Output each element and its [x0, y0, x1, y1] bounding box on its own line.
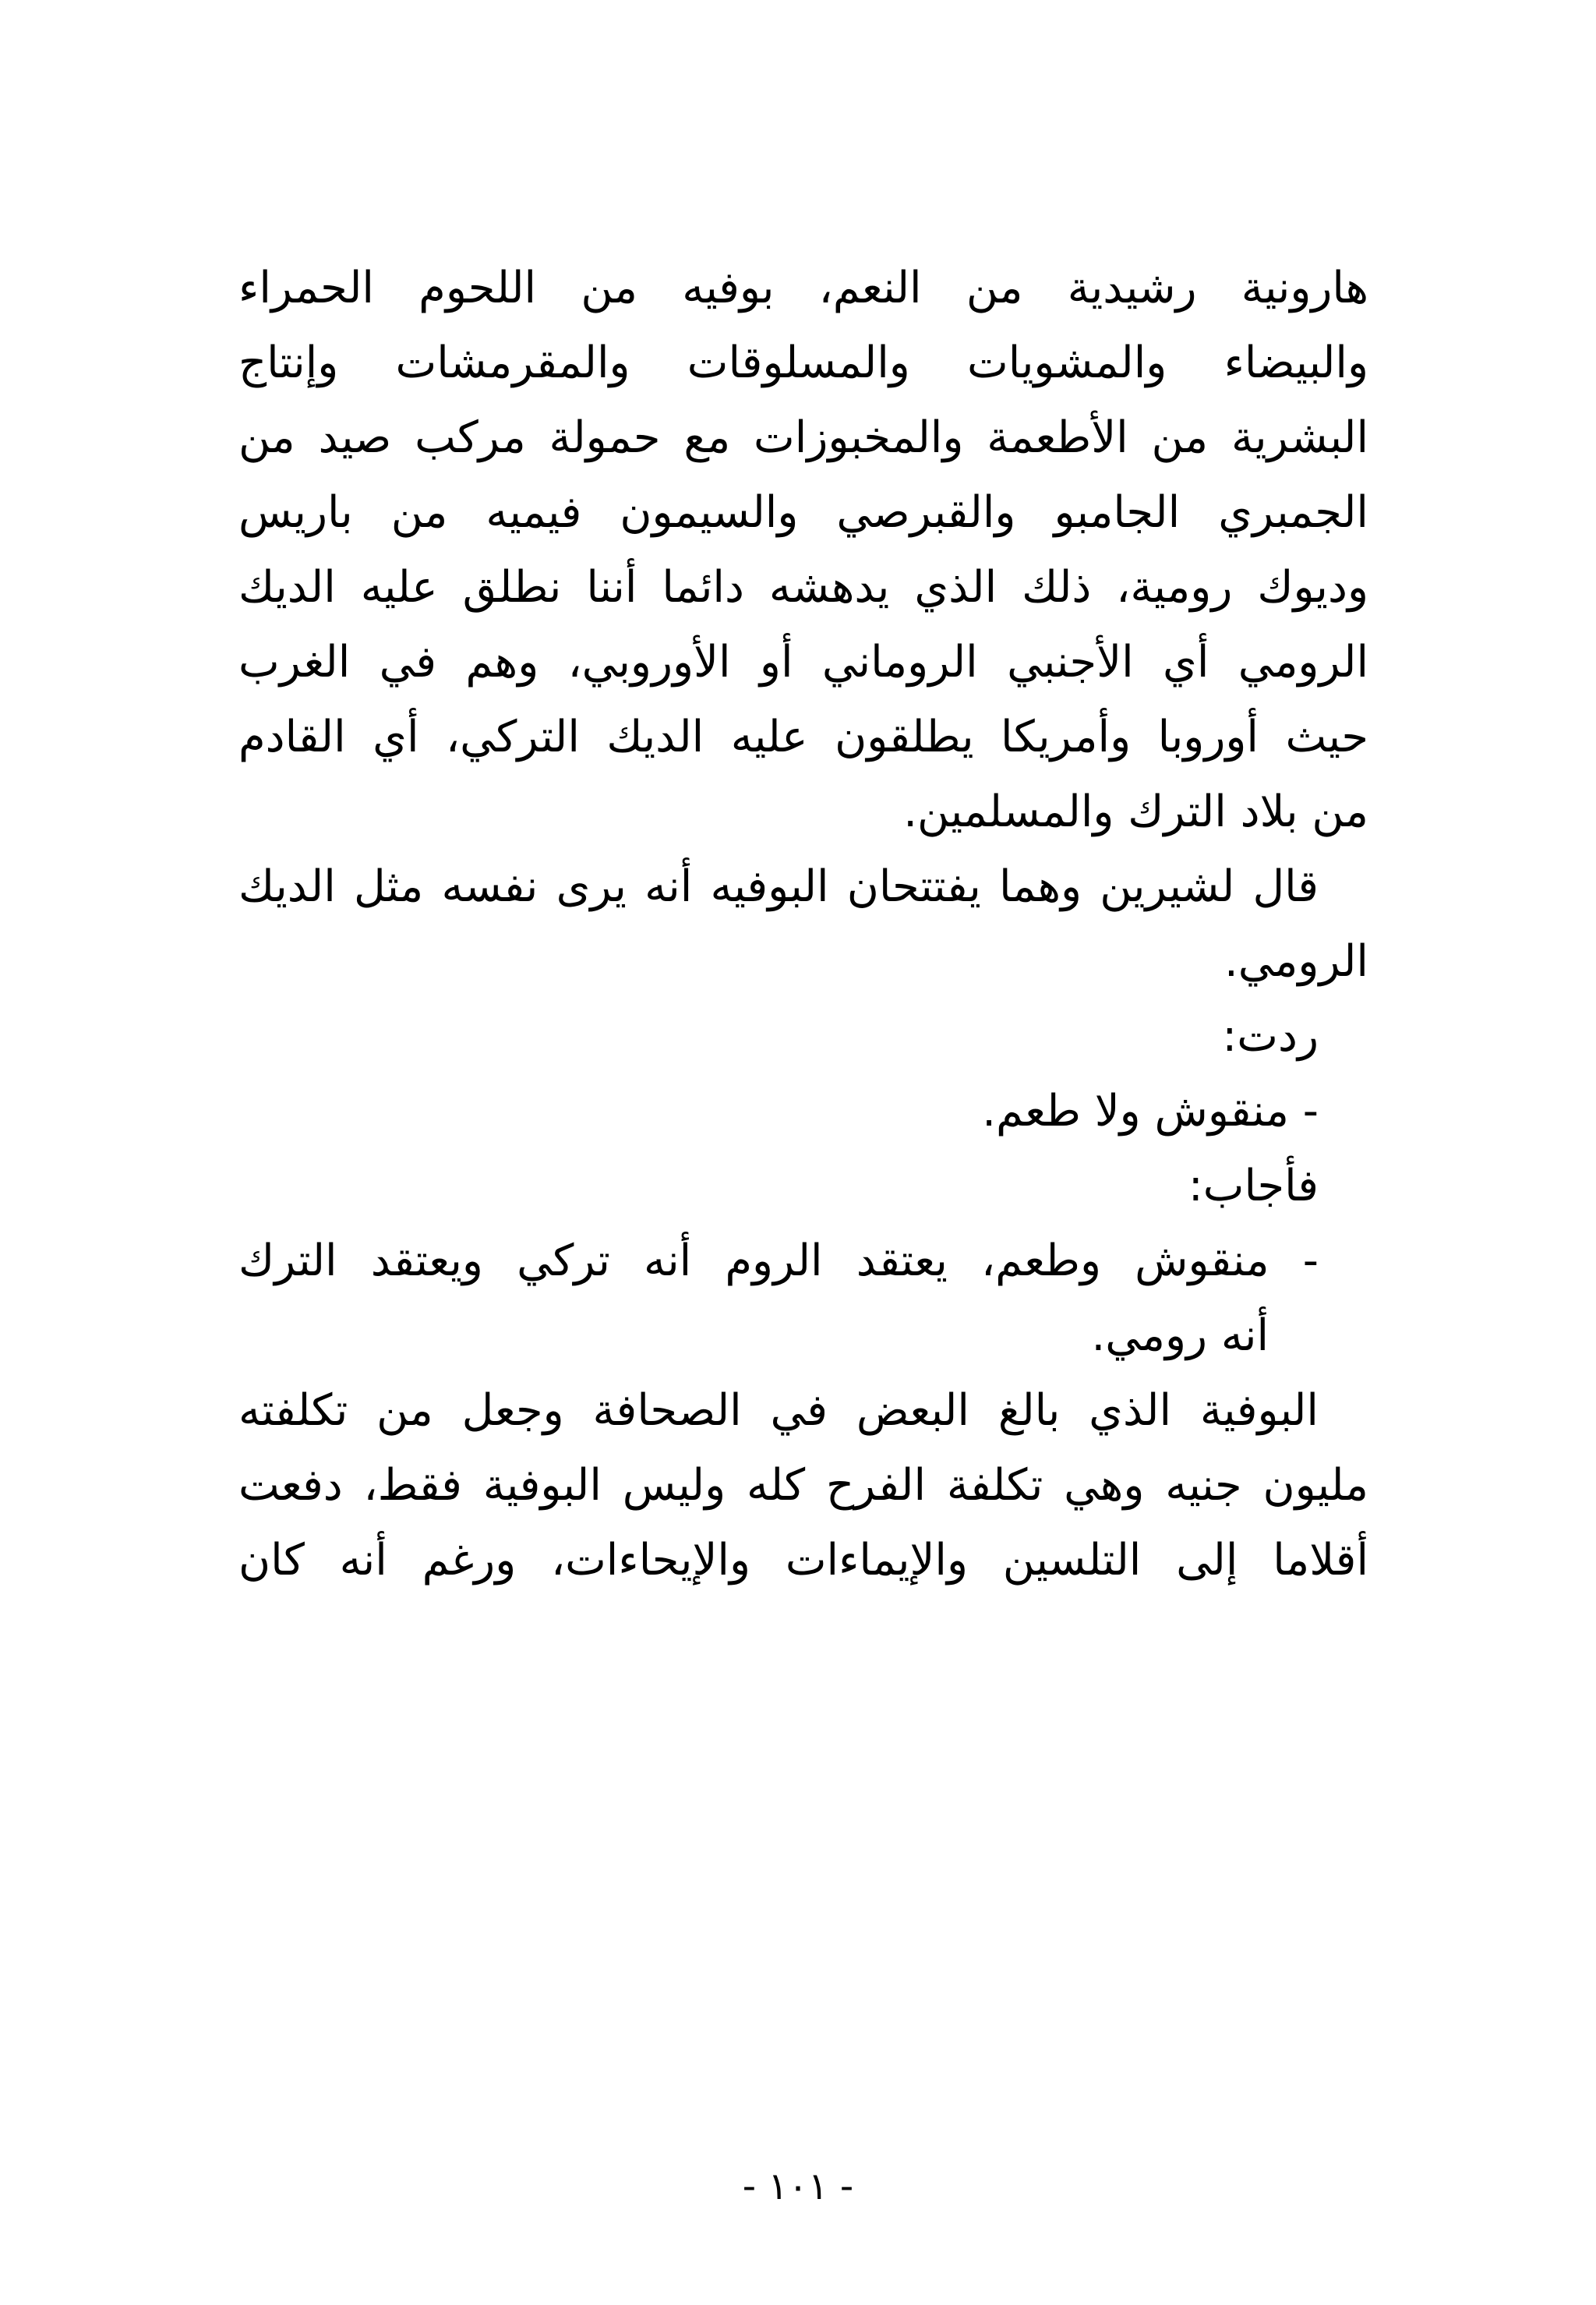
text-line: أنه رومي.: [1091, 1310, 1269, 1361]
page-number: - ١٠١ -: [742, 2165, 854, 2208]
text-line: وديوك رومية، ذلك الذي يدهشه دائما أننا نطلق عليه الديك: [238, 562, 1368, 613]
text-line: هارونية رشيدية من النعم، بوفيه من اللحوم الحمراء: [238, 263, 1368, 313]
text-line: أقلاما إلى التلسين والإيماءات والإيحاءات، ورغم أنه كان: [238, 1535, 1368, 1586]
text-line: الرومي.: [1223, 936, 1368, 987]
text-line: والبيضاء والمشويات والمسلوقات والمقرمشات وإنتاج: [238, 338, 1368, 388]
text-line: ردت:: [1222, 1011, 1319, 1062]
text-line: الرومي أي الأجنبي الروماني أو الأوروبي، وهم في الغرب: [238, 637, 1368, 688]
text-line: حيث أوروبا وأمريكا يطلقون عليه الديك التركي، أي القادم: [238, 712, 1368, 762]
body-text: [238, 251, 1368, 1598]
text-line: فأجاب:: [1188, 1161, 1319, 1211]
dialog-line: - منقوش ولا طعم.: [982, 1086, 1319, 1137]
text-line: قال لشيرين وهما يفتتحان البوفيه أنه يرى نفسه مثل الديك: [238, 861, 1319, 912]
text-line: مليون جنيه وهي تكلفة الفرح كله وليس البوفية فقط، دفعت: [238, 1460, 1368, 1511]
text-line: من بلاد الترك والمسلمين.: [903, 787, 1368, 837]
text-line: البوفية الذي بالغ البعض في الصحافة وجعل من تكلفته: [238, 1385, 1319, 1436]
dialog-line: - منقوش وطعم، يعتقد الروم أنه تركي ويعتقد الترك: [238, 1236, 1319, 1286]
text-line: البشرية من الأطعمة والمخبوزات مع حمولة مركب صيد من: [238, 412, 1368, 463]
text-line: الجمبري الجامبو والقبرصي والسيمون فيميه من باريس: [238, 487, 1368, 538]
